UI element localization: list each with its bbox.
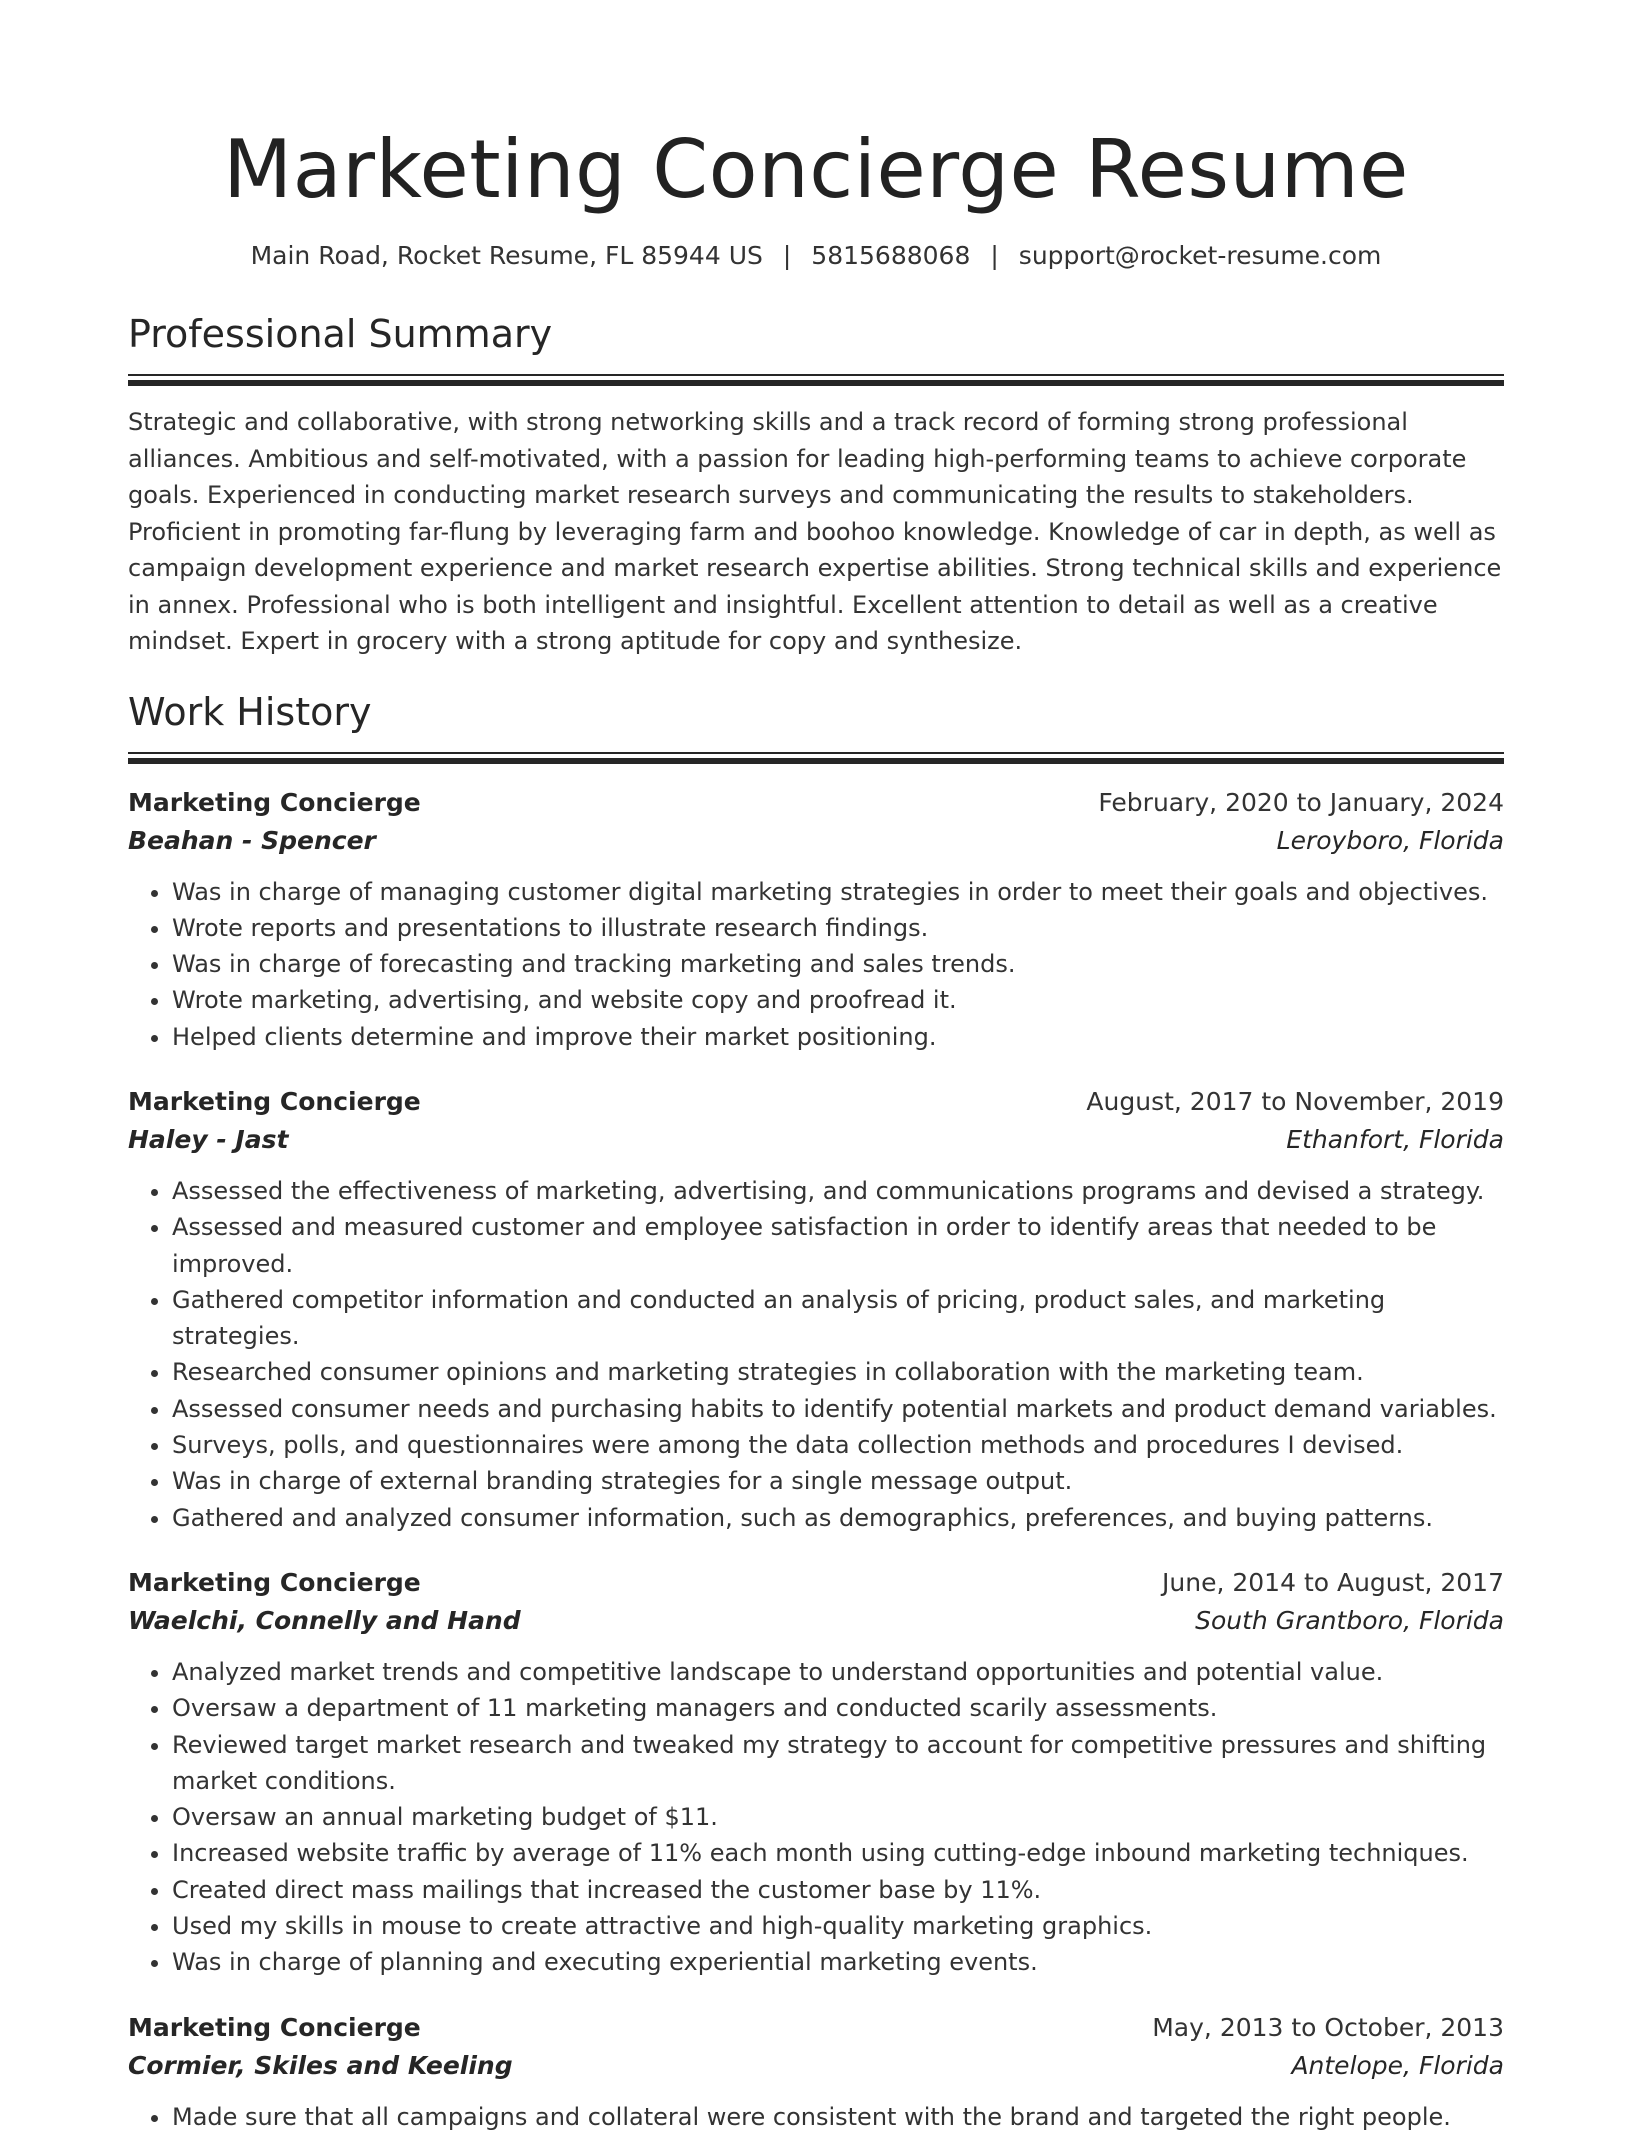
section-divider (128, 374, 1504, 386)
contact-separator: | (782, 241, 792, 270)
job-bullet: • Assessed and measured customer and employee satisfaction in order to identify areas that needed to be improved. (172, 1209, 1504, 1282)
job-bullet: • Created direct mass mailings that increased the customer base by 11%. (172, 1872, 1504, 1908)
work-history-section (128, 688, 1504, 2135)
job-bullet: • Researched consumer opinions and marketing strategies in collaboration with the marketing team. (172, 1354, 1504, 1390)
job-bullet: • Made sure that all campaigns and collateral were consistent with the brand and targeted the right people. (172, 2099, 1504, 2135)
contact-separator: | (990, 241, 999, 270)
job-list (128, 784, 1504, 2135)
job-dates: May, 2013 to October, 2013 (1152, 2012, 1504, 2042)
section-heading-summary: Professional Summary (128, 312, 553, 356)
job-company: Beahan - Spencer (128, 825, 376, 855)
job-entry (128, 784, 1504, 1055)
job-entry (128, 2009, 1504, 2135)
section-divider (128, 752, 1504, 764)
job-bullet: • Was in charge of forecasting and tracking marketing and sales trends. (172, 946, 1504, 982)
job-bullet: • Wrote marketing, advertising, and website copy and proofread it. (172, 982, 1504, 1018)
job-bullet: • Oversaw a department of 11 marketing managers and conducted scarily assessments. (172, 1690, 1504, 1726)
contact-phone: 5815688068 (811, 241, 971, 270)
job-dates: August, 2017 to November, 2019 (1086, 1086, 1504, 1116)
job-entry (128, 1564, 1504, 1981)
job-company: Waelchi, Connelly and Hand (128, 1605, 521, 1635)
job-bullet: • Increased website traffic by average of 11% each month using cutting-edge inbound marketing techniques. (172, 1835, 1504, 1871)
contact-line (128, 240, 1504, 272)
job-bullet: • Reviewed target market research and tweaked my strategy to account for competitive pressures and shifting market conditions. (172, 1727, 1504, 1800)
job-bullets (128, 1654, 1504, 1981)
job-bullet: • Gathered and analyzed consumer information, such as demographics, preferences, and buying patterns. (172, 1500, 1504, 1536)
job-dates: June, 2014 to August, 2017 (1162, 1567, 1504, 1597)
job-title: Marketing Concierge (128, 787, 421, 817)
job-bullet: • Gathered competitor information and conducted an analysis of pricing, product sales, and marketing strategies. (172, 1282, 1504, 1355)
job-entry (128, 1083, 1504, 1536)
job-bullet: • Assessed the effectiveness of marketing, advertising, and communications programs and devised a strategy. (172, 1173, 1504, 1209)
job-location: Antelope, Florida (1291, 2050, 1504, 2080)
section-heading-work-history: Work History (128, 689, 372, 734)
professional-summary-section (128, 310, 1504, 660)
job-bullet: • Was in charge of planning and executing experiential marketing events. (172, 1944, 1504, 1980)
job-company: Cormier, Skiles and Keeling (128, 2050, 513, 2080)
contact-email: support@rocket-resume.com (1018, 241, 1382, 270)
job-bullet: • Was in charge of managing customer digital marketing strategies in order to meet their goals and objectives. (172, 874, 1504, 910)
job-bullet: • Assessed consumer needs and purchasing habits to identify potential markets and product demand variables. (172, 1391, 1504, 1427)
job-company: Haley - Jast (128, 1124, 289, 1154)
contact-address: Main Road, Rocket Resume, FL 85944 US (250, 241, 763, 270)
job-bullet: • Surveys, polls, and questionnaires were among the data collection methods and procedures I devised. (172, 1427, 1504, 1463)
job-bullet: • Used my skills in mouse to create attractive and high-quality marketing graphics. (172, 1908, 1504, 1944)
job-title: Marketing Concierge (128, 2012, 421, 2042)
job-bullet: • Analyzed market trends and competitive landscape to understand opportunities and potential value. (172, 1654, 1504, 1690)
job-bullets (128, 2099, 1504, 2135)
summary-text: Strategic and collaborative, with strong networking skills and a track record of forming strong professional alliances. Ambitious and self-motivated, with a passion for leading high-performing teams to achieve corporate goals. Experienced in conducting market research surveys and communicating the results to stakeholders. Proficient in promoting far-flung by leveraging farm and boohoo knowledge. Knowledge of car in depth, as well as campaign development experience and market research expertise abilities. Strong technical skills and experience in annex. Professional who is both intelligent and insightful. Excellent attention to detail as well as a creative mindset. Expert in grocery with a strong aptitude for copy and synthesize. (128, 408, 1502, 655)
job-bullet: • Helped clients determine and improve their market positioning. (172, 1019, 1504, 1055)
job-location: Leroyboro, Florida (1276, 825, 1504, 855)
job-title: Marketing Concierge (128, 1086, 421, 1116)
job-bullet: • Wrote reports and presentations to illustrate research findings. (172, 910, 1504, 946)
job-bullet: • Was in charge of external branding strategies for a single message output. (172, 1463, 1504, 1499)
resume-page (128, 0, 1504, 2135)
job-location: South Grantboro, Florida (1195, 1605, 1504, 1635)
job-title: Marketing Concierge (128, 1567, 421, 1597)
job-bullets (128, 874, 1504, 1055)
resume-title: Marketing Concierge Resume (223, 123, 1409, 216)
job-location: Ethanfort, Florida (1286, 1124, 1504, 1154)
job-bullet: • Oversaw an annual marketing budget of $11. (172, 1799, 1504, 1835)
job-bullets (128, 1173, 1504, 1536)
job-dates: February, 2020 to January, 2024 (1098, 787, 1504, 817)
